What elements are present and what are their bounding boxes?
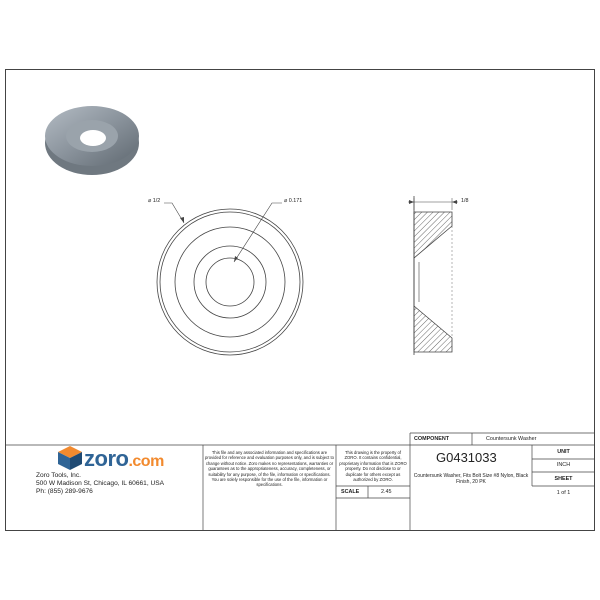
component-value: Countersunk Washer: [486, 436, 537, 442]
washer-3d-view: [45, 106, 139, 175]
zoro-logo-text: zoro.com: [84, 446, 164, 471]
dimension-arrowheads: [180, 217, 238, 262]
zoro-logo-icon: [58, 446, 82, 470]
disclaimer-text: This file and any associated information and specifications are provided for reference and evaluation purposes only, and is subject to change without notice. Zoro makes no representations, warranties or guarantees as to the appropriateness, accuracy, completeness, or suitability for any purpose, of the file, information or specifications. You are solely responsible for the use of the file, information or specifications.: [205, 450, 334, 488]
company-address: 500 W Madison St, Chicago, IL 60661, USA: [36, 480, 165, 487]
washer-top-view: [157, 209, 303, 355]
outer-diameter-label: ⌀ 1/2: [148, 198, 161, 204]
unit-value: INCH: [556, 462, 571, 468]
part-number: G0431033: [436, 450, 497, 465]
company-info: [36, 472, 164, 496]
unit-label: UNIT: [557, 449, 570, 455]
property-notice: This drawing is the property of ZORO. It contains confidential, proprietary information that is ZORO property. Do not disclose to or duplicate for others except as authorized by ZORO.: [339, 450, 407, 483]
dimension-leaders: [164, 203, 282, 262]
company-name: Zoro Tools, Inc.: [36, 472, 81, 479]
scale-label: SCALE: [341, 489, 360, 495]
inner-diameter-label: ⌀ 0.171: [284, 198, 303, 204]
washer-section-view: [408, 196, 458, 355]
thickness-label: 1/8: [461, 198, 469, 204]
component-label: COMPONENT: [414, 436, 450, 442]
sheet-value: 1 of 1: [556, 490, 571, 496]
company-phone: Ph: (855) 289-9676: [36, 488, 93, 495]
scale-value: 2.45: [381, 489, 392, 495]
sheet-label: SHEET: [554, 476, 573, 482]
part-description: Countersunk Washer, Fits Bolt Size #8 Nylon, Black Finish, 20 PK: [413, 473, 529, 486]
